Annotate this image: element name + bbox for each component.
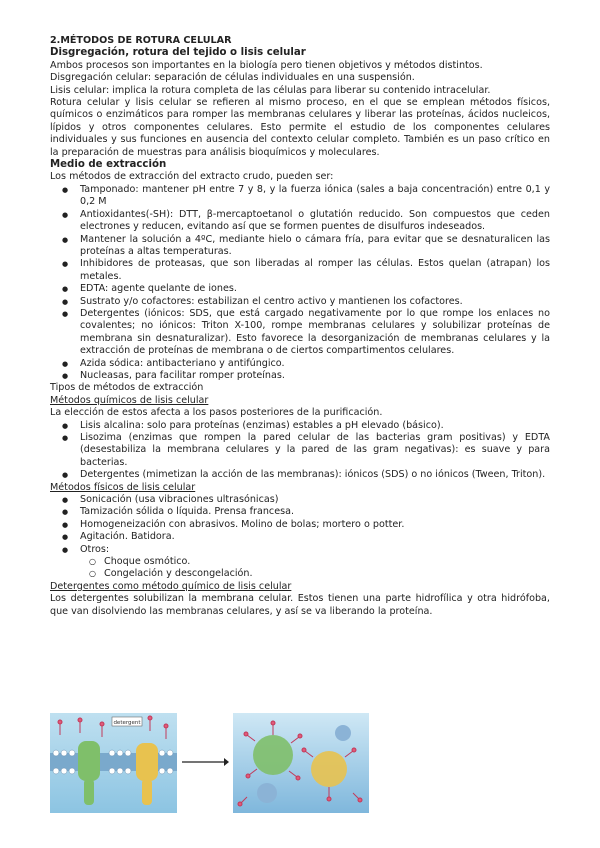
list-item: ● Sustrato y/o cofactores: estabilizan el centro activo y mantienen los cofactores. xyxy=(80,296,550,308)
arrow-right-icon xyxy=(180,755,230,769)
subheading-fisicos: Métodos físicos de lisis celular xyxy=(50,481,196,493)
bullet-list-quimicos xyxy=(50,420,550,482)
paragraph: Disgregación celular: separación de células individuales en una suspensión. xyxy=(50,72,415,84)
paragraph: La elección de estos afecta a los pasos posteriores de la purificación. xyxy=(50,407,383,419)
bullet-list-medio xyxy=(50,184,550,383)
sub-list-item: ○ Choque osmótico. xyxy=(104,556,550,568)
paragraph: Ambos procesos son importantes en la biología pero tienen objetivos y métodos distintos. xyxy=(50,59,483,71)
list-item: ● EDTA: agente quelante de iones. xyxy=(80,283,550,295)
section-heading-medio: Medio de extracción xyxy=(50,159,167,171)
detergent-label: detergent xyxy=(113,720,141,726)
list-item: ● Detergentes (mimetizan la acción de las membranas): iónicos (SDS) o no iónicos (Tween, Triton). xyxy=(80,469,550,481)
list-item: ● Homogeneización con abrasivos. Molino de bolas; mortero o potter. xyxy=(80,519,550,531)
sub-list-item: ○ Congelación y descongelación. xyxy=(104,568,550,580)
section-heading-disgregacion: Disgregación, rotura del tejido o lisis celular xyxy=(50,47,306,59)
membrane-after-image xyxy=(233,713,369,813)
paragraph: Lisis celular: implica la rotura completa de las células para liberar su contenido intracelular. xyxy=(50,84,491,96)
list-item: ● Sonicación (usa vibraciones ultrasónicas) xyxy=(80,494,550,506)
list-item: ● Lisozima (enzimas que rompen la pared celular de las bacterias gram positivas) y EDTA (desestabiliza la membrana celulares y la pared de las gram negativas): es suave y para bacterias. xyxy=(80,432,550,469)
list-item: ● Azida sódica: antibacteriano y antifúngico. xyxy=(80,358,550,370)
sub-bullet-list xyxy=(80,556,550,581)
list-item: ● Tamización sólida o líquida. Prensa francesa. xyxy=(80,506,550,518)
list-item-label: Otros: xyxy=(80,543,110,555)
paragraph: Los métodos de extracción del extracto crudo, pueden ser: xyxy=(50,171,334,183)
list-item: ● Nucleasas, para facilitar romper proteínas. xyxy=(80,370,550,382)
list-item: ● Detergentes (iónicos: SDS, que está cargado negativamente por lo que rompe los enlaces no covalentes; no iónicos: Triton X-100, rompe membranas celulares y solubilizar proteínas de membrana sin desnaturalizar). Esto favorece la desorganización de membranas celulares y la extracción de proteínas de membrana o de ciertos compartimentos celulares. xyxy=(80,308,550,358)
list-item: ● Inhibidores de proteasas, que son liberadas al romper las células. Estos quelan (atrapan) los metales. xyxy=(80,258,550,283)
document-title: 2.MÉTODOS DE ROTURA CELULAR xyxy=(50,35,232,46)
section-heading-tipos: Tipos de métodos de extracción xyxy=(50,382,204,394)
subheading-detergentes: Detergentes como método químico de lisis celular xyxy=(50,580,292,592)
list-item: ● Tamponado: mantener pH entre 7 y 8, y la fuerza iónica (sales a baja concentración) entre 0,1 y 0,2 M xyxy=(80,184,550,209)
list-item: ● Agitación. Batidora. xyxy=(80,531,550,543)
list-item xyxy=(80,544,550,581)
document-body xyxy=(50,35,550,618)
figure-detergent-lysis xyxy=(50,713,550,813)
subheading-quimicos: Métodos químicos de lisis celular xyxy=(50,394,209,406)
paragraph: Rotura celular y lisis celular se refieren al mismo proceso, en el que se emplean métodos físicos, químicos o enzimáticos para romper las membranas celulares y liberar las proteínas, ácidos nucleicos, lípidos y otros componentes celulares. Esto permite el estudio de los componentes celulares individuales y sus funciones en ausencia del contexto celular completo. También es un paso crítico en la preparación de muestras para análisis bioquímicos y moleculares. xyxy=(50,97,550,158)
bullet-list-fisicos xyxy=(50,494,550,581)
membrane-before-image xyxy=(50,713,177,813)
list-item: ● Antioxidantes(-SH): DTT, β-mercaptoetanol o glutatión reducido. Son compuestos que ceden electrones y reducen, evitando así que se formen puentes de disulfuros indeseados. xyxy=(80,209,550,234)
list-item: ● Lisis alcalina: solo para proteínas (enzimas) estables a pH elevado (básico). xyxy=(80,420,550,432)
list-item: ● Mantener la solución a 4ºC, mediante hielo o cámara fría, para evitar que se desnaturalicen las proteínas a altas temperaturas. xyxy=(80,234,550,259)
paragraph: Los detergentes solubilizan la membrana celular. Estos tienen una parte hidrofílica y otra hidrófoba, que van disolviendo las membranas celulares, y así se va liberando la proteína. xyxy=(50,593,550,617)
